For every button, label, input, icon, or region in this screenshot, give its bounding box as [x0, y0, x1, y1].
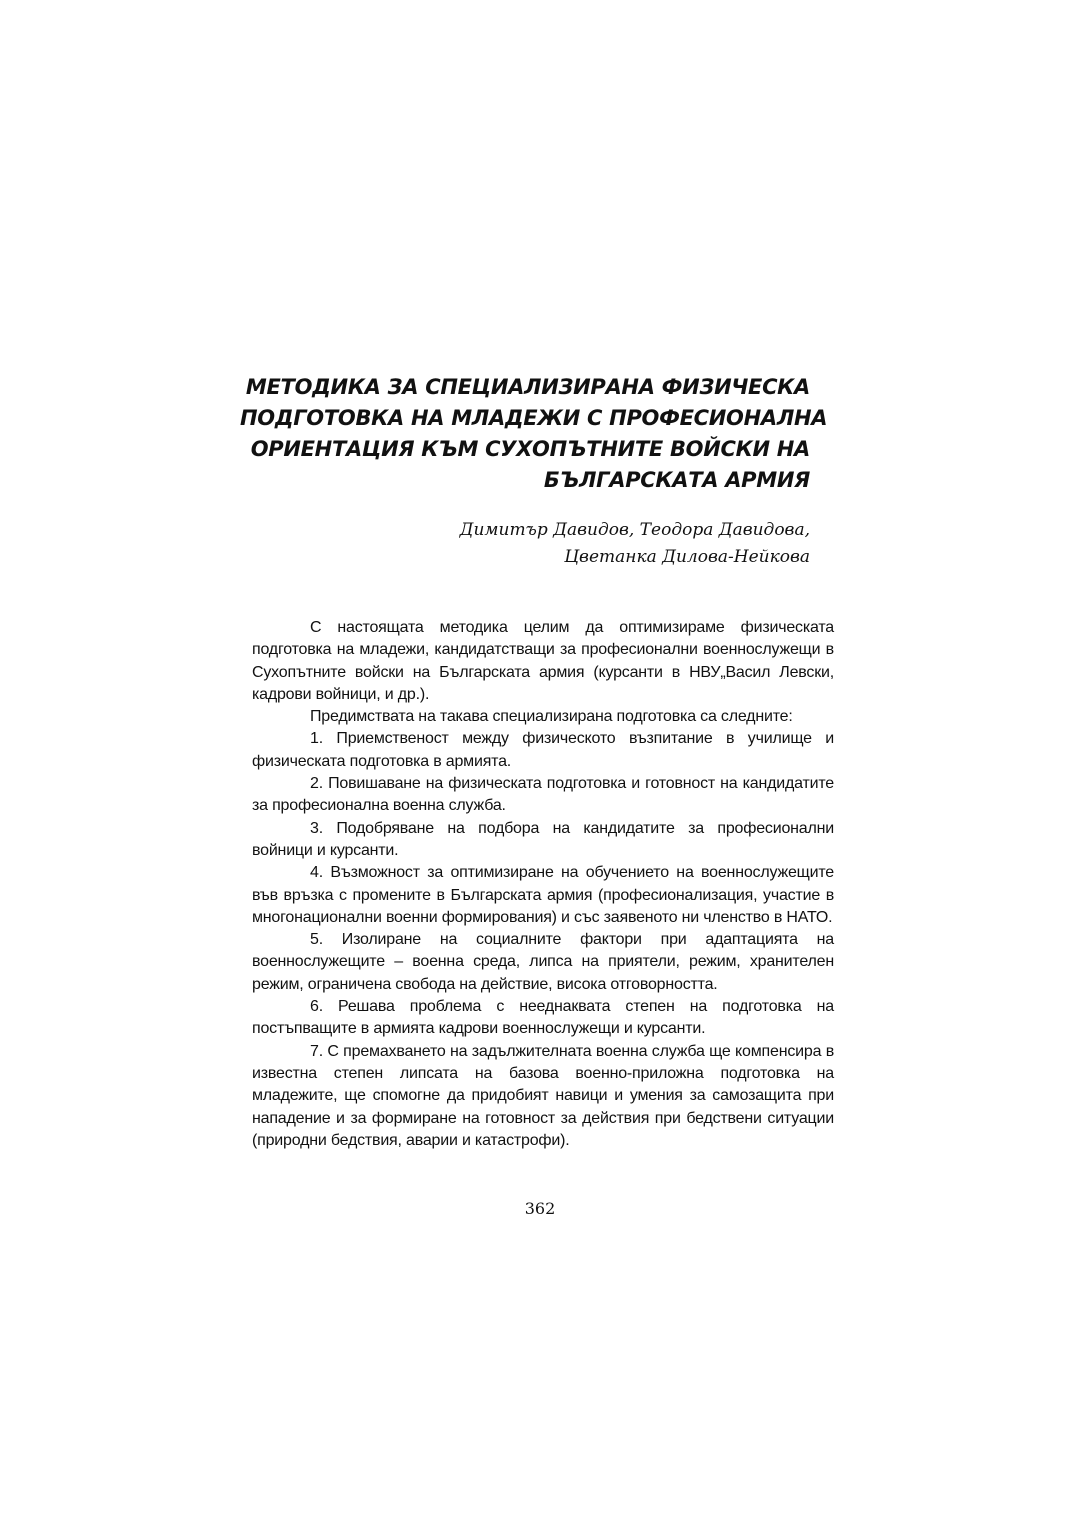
- article-body: [252, 617, 834, 1152]
- title-line: ПОДГОТОВКА НА МЛАДЕЖИ С ПРОФЕСИОНАЛНА: [240, 406, 828, 430]
- page-number: 362: [524, 1199, 556, 1218]
- author-list: [400, 517, 810, 571]
- list-item: 6. Решава проблема с нееднаквата степен на подготовка на постъпващите в армията кадрови военнослужещи и курсанти.: [252, 998, 834, 1038]
- list-item: 7. С премахването на задължителната военна служба ще компенсира в известна степен липсата на базова военно-приложна подготовка на младежите, ще спомогне да придобият навици и умения за самозащита при нападение и за формиране на готовност за действия при бедствени ситуации (природни бедствия, аварии и катастрофи).: [252, 1042, 834, 1149]
- title-line: МЕТОДИКА ЗА СПЕЦИАЛИЗИРАНА ФИЗИЧЕСКА: [245, 375, 810, 399]
- list-item: 5. Изолиране на социалните фактори при адаптацията на военнослужещите – военна среда, липса на приятели, режим, хранителен режим, ограничена свобода на действие, висока отговорността.: [252, 931, 834, 993]
- title-line: БЪЛГАРСКАТА АРМИЯ: [543, 468, 810, 492]
- list-item: 2. Повишаване на физическата подготовка и готовност на кандидатите за професионална военна служба.: [252, 775, 834, 815]
- list-item: 1. Приемственост между физическото възпитание в училище и физическата подготовка в армията.: [252, 730, 834, 770]
- list-item: 4. Възможност за оптимизиране на обучението на военнослужещите във връзка с промените в Българската армия (професионализация, участие в многонационални военни формирования) и със заявеното ни членство в НАТО.: [252, 864, 834, 926]
- article-title: [240, 372, 828, 496]
- list-item: 3. Подобряване на подбора на кандидатите за професионални войници и курсанти.: [252, 819, 834, 859]
- author-line: Димитър Давидов, Теодора Давидова,: [459, 520, 810, 540]
- body-paragraph: С настоящата методика целим да оптимизираме физическата подготовка на младежи, кандидатстващи за професионални военнослужещи в Сухопътните войски на Българската армия (курсанти в НВУ„Васил Левски, кадрови войници, и др.).: [252, 619, 834, 703]
- author-line: Цветанка Дилова-Нейкова: [564, 547, 810, 567]
- body-paragraph: Предимствата на такава специализирана подготовка са следните:: [310, 708, 793, 726]
- title-line: ОРИЕНТАЦИЯ КЪМ СУХОПЪТНИТЕ ВОЙСКИ НА: [250, 437, 810, 461]
